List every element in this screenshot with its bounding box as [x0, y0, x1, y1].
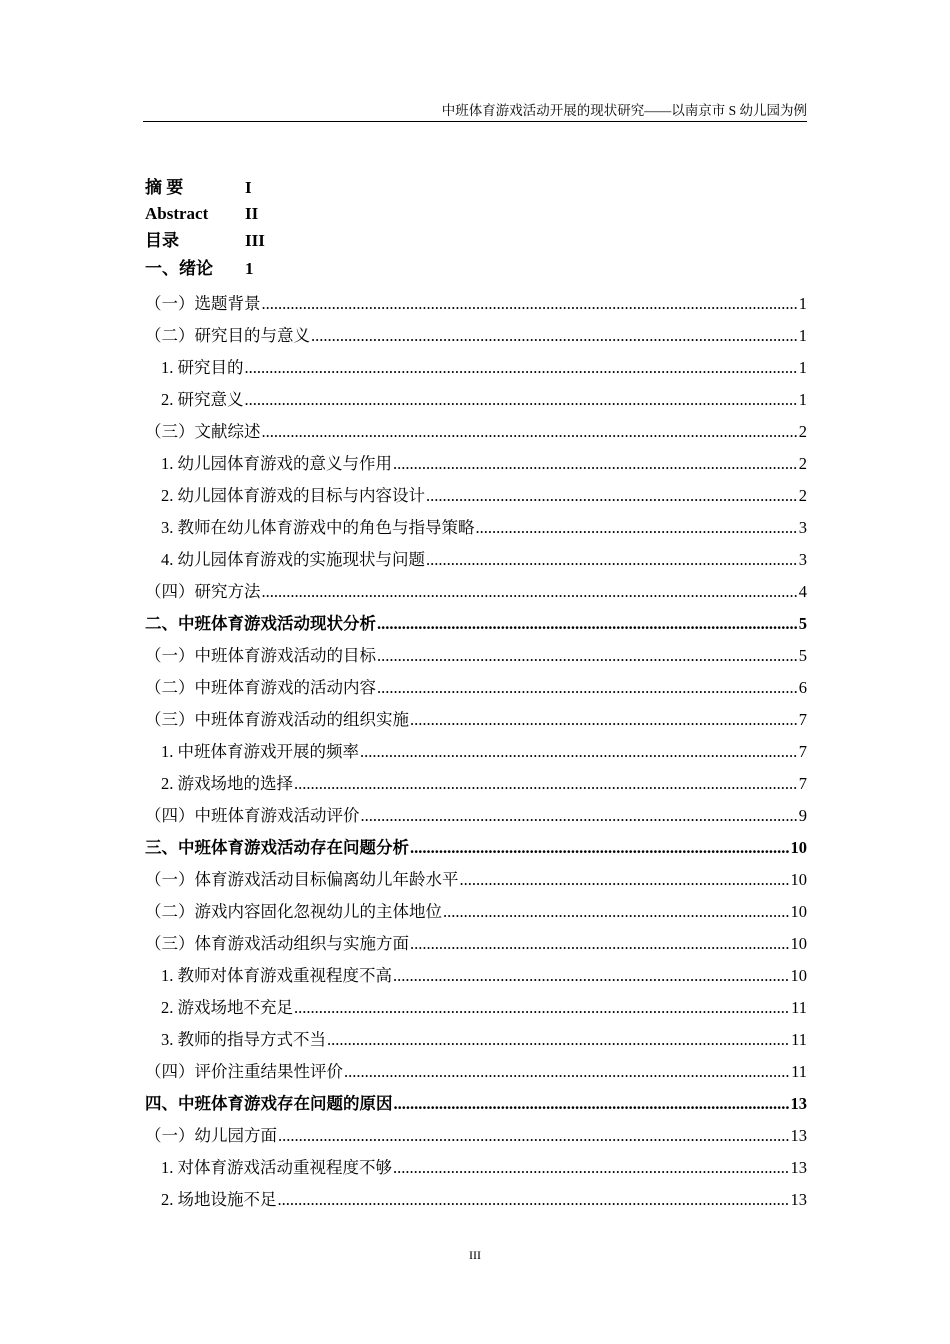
toc-entry-title: （三）文献综述 — [145, 422, 261, 441]
toc-entry[interactable] — [145, 830, 807, 862]
dot-leader — [426, 482, 798, 510]
toc-entry-title: （三）中班体育游戏活动的组织实施 — [145, 710, 409, 729]
toc-entry-page: 7 — [798, 774, 807, 793]
toc-entry-title: 2. 研究意义 — [161, 390, 244, 409]
toc-entry-title: （一）幼儿园方面 — [145, 1126, 277, 1145]
dot-leader — [394, 1090, 790, 1118]
toc-entry[interactable] — [145, 382, 807, 414]
toc-entry-title: 一、绪论 — [145, 259, 213, 278]
toc-entry-contents[interactable] — [145, 229, 265, 253]
toc-entry-page: 1 — [245, 259, 254, 278]
toc-entry-page: 2 — [798, 486, 807, 505]
toc-entry-chapter-1[interactable] — [145, 257, 254, 281]
page-number: III — [469, 1248, 481, 1262]
dot-leader — [294, 994, 790, 1022]
toc-entry[interactable] — [145, 286, 807, 318]
toc-entry[interactable] — [145, 1118, 807, 1150]
dot-leader — [426, 546, 798, 574]
toc-entry-page: 11 — [791, 1062, 807, 1081]
toc-entry-page: 3 — [798, 518, 807, 537]
dot-leader — [262, 578, 798, 606]
dot-leader — [245, 386, 798, 414]
toc-entry-title: （二）中班体育游戏的活动内容 — [145, 678, 376, 697]
toc-entry-page: 2 — [798, 422, 807, 441]
toc-entry-title: （一）中班体育游戏活动的目标 — [145, 646, 376, 665]
toc-entry-page: 7 — [798, 710, 807, 729]
dot-leader — [460, 866, 790, 894]
toc-entry[interactable] — [145, 1054, 807, 1086]
header-rule — [143, 121, 807, 122]
dot-leader — [393, 962, 790, 990]
dot-leader — [245, 354, 798, 382]
toc-entry-abstract-en[interactable] — [145, 202, 258, 226]
toc-entry[interactable] — [145, 318, 807, 350]
toc-entry-page: 2 — [798, 454, 807, 473]
dot-leader — [410, 706, 798, 734]
toc-entry-title: 2. 游戏场地的选择 — [161, 774, 293, 793]
running-header: 中班体育游戏活动开展的现状研究——以南京市 S 幼儿园为例 — [441, 103, 807, 118]
toc-entry-page: 10 — [790, 838, 807, 857]
toc-entry-title: （二）研究目的与意义 — [145, 326, 310, 345]
toc-entry-page: 1 — [798, 294, 807, 313]
toc-entry[interactable] — [145, 638, 807, 670]
toc-entry-page: 6 — [798, 678, 807, 697]
toc-entry-page: 4 — [798, 582, 807, 601]
toc-entry[interactable] — [145, 606, 807, 638]
dot-leader — [377, 642, 798, 670]
toc-entry[interactable] — [145, 574, 807, 606]
dot-leader — [443, 898, 790, 926]
toc-entry[interactable] — [145, 958, 807, 990]
dot-leader — [476, 514, 798, 542]
toc-entry-title: 3. 教师的指导方式不当 — [161, 1030, 326, 1049]
toc-entry[interactable] — [145, 350, 807, 382]
toc-entry[interactable] — [145, 894, 807, 926]
toc-entry-page: III — [245, 231, 265, 250]
toc-entry[interactable] — [145, 1086, 807, 1118]
dot-leader — [360, 738, 798, 766]
toc-entry-page: 11 — [791, 1030, 807, 1049]
toc-entry[interactable] — [145, 414, 807, 446]
toc-entry-page: 1 — [798, 358, 807, 377]
dot-leader — [361, 802, 798, 830]
toc-entry-page: 3 — [798, 550, 807, 569]
dot-leader — [278, 1186, 790, 1214]
dot-leader — [410, 834, 790, 862]
toc-entry-page: II — [245, 204, 259, 223]
toc-entry[interactable] — [145, 1150, 807, 1182]
toc-entry-title: （四）中班体育游戏活动评价 — [145, 806, 360, 825]
toc-entry[interactable] — [145, 1182, 807, 1214]
dot-leader — [327, 1026, 790, 1054]
toc-entry-title: 4. 幼儿园体育游戏的实施现状与问题 — [161, 550, 425, 569]
toc-entry[interactable] — [145, 766, 807, 798]
toc-entry-page: 11 — [791, 998, 807, 1017]
toc-entry-title: 1. 中班体育游戏开展的频率 — [161, 742, 359, 761]
toc-entry-title: 目录 — [145, 231, 179, 250]
toc-entry-title: （三）体育游戏活动组织与实施方面 — [145, 934, 409, 953]
toc-entry-title: 摘 要 — [145, 178, 184, 197]
toc-entry-page: 13 — [790, 1094, 807, 1113]
dot-leader — [278, 1122, 790, 1150]
toc-entry-page: 1 — [798, 390, 807, 409]
toc-entry-title: 二、中班体育游戏活动现状分析 — [145, 614, 376, 633]
dot-leader — [311, 322, 798, 350]
table-of-contents — [145, 286, 807, 1214]
dot-leader — [294, 770, 798, 798]
toc-entry-page: 1 — [798, 326, 807, 345]
toc-entry[interactable] — [145, 734, 807, 766]
toc-entry-title: 1. 研究目的 — [161, 358, 244, 377]
dot-leader — [344, 1058, 790, 1086]
toc-entry[interactable] — [145, 798, 807, 830]
toc-entry-page: 13 — [790, 1190, 807, 1209]
toc-entry-page: 9 — [798, 806, 807, 825]
toc-entry-page: 10 — [790, 934, 807, 953]
toc-entry-page: I — [245, 178, 252, 197]
toc-entry-title: 1. 幼儿园体育游戏的意义与作用 — [161, 454, 392, 473]
toc-entry[interactable] — [145, 510, 807, 542]
toc-entry-title: （四）研究方法 — [145, 582, 261, 601]
toc-entry-title: 1. 对体育游戏活动重视程度不够 — [161, 1158, 392, 1177]
toc-entry-title: （四）评价注重结果性评价 — [145, 1062, 343, 1081]
dot-leader — [262, 290, 798, 318]
toc-entry-title: 1. 教师对体育游戏重视程度不高 — [161, 966, 392, 985]
toc-entry[interactable] — [145, 702, 807, 734]
toc-entry-page: 7 — [798, 742, 807, 761]
toc-entry-title: 2. 场地设施不足 — [161, 1190, 277, 1209]
toc-entry-page: 10 — [790, 870, 807, 889]
toc-entry-page: 13 — [790, 1126, 807, 1145]
dot-leader — [377, 674, 798, 702]
toc-entry-page: 5 — [798, 646, 807, 665]
dot-leader — [377, 610, 798, 638]
toc-entry-title: （一）体育游戏活动目标偏离幼儿年龄水平 — [145, 870, 459, 889]
toc-entry[interactable] — [145, 542, 807, 574]
dot-leader — [393, 450, 798, 478]
toc-entry[interactable] — [145, 1022, 807, 1054]
toc-entry-title: 三、中班体育游戏活动存在问题分析 — [145, 838, 409, 857]
toc-entry-page: 13 — [790, 1158, 807, 1177]
dot-leader — [393, 1154, 790, 1182]
toc-entry-page: 10 — [790, 966, 807, 985]
toc-entry-title: Abstract — [145, 204, 209, 223]
toc-entry-abstract-cn[interactable] — [145, 176, 252, 200]
toc-entry-title: （一）选题背景 — [145, 294, 261, 313]
dot-leader — [410, 930, 790, 958]
toc-entry-title: （二）游戏内容固化忽视幼儿的主体地位 — [145, 902, 442, 921]
toc-entry[interactable] — [145, 446, 807, 478]
toc-entry[interactable] — [145, 926, 807, 958]
toc-entry[interactable] — [145, 478, 807, 510]
dot-leader — [262, 418, 798, 446]
toc-entry-page: 10 — [790, 902, 807, 921]
toc-entry[interactable] — [145, 670, 807, 702]
toc-entry-title: 2. 游戏场地不充足 — [161, 998, 293, 1017]
toc-entry[interactable] — [145, 862, 807, 894]
toc-entry[interactable] — [145, 990, 807, 1022]
toc-entry-page: 5 — [798, 614, 807, 633]
toc-entry-title: 四、中班体育游戏存在问题的原因 — [145, 1094, 393, 1113]
toc-entry-title: 2. 幼儿园体育游戏的目标与内容设计 — [161, 486, 425, 505]
toc-entry-title: 3. 教师在幼儿体育游戏中的角色与指导策略 — [161, 518, 475, 537]
